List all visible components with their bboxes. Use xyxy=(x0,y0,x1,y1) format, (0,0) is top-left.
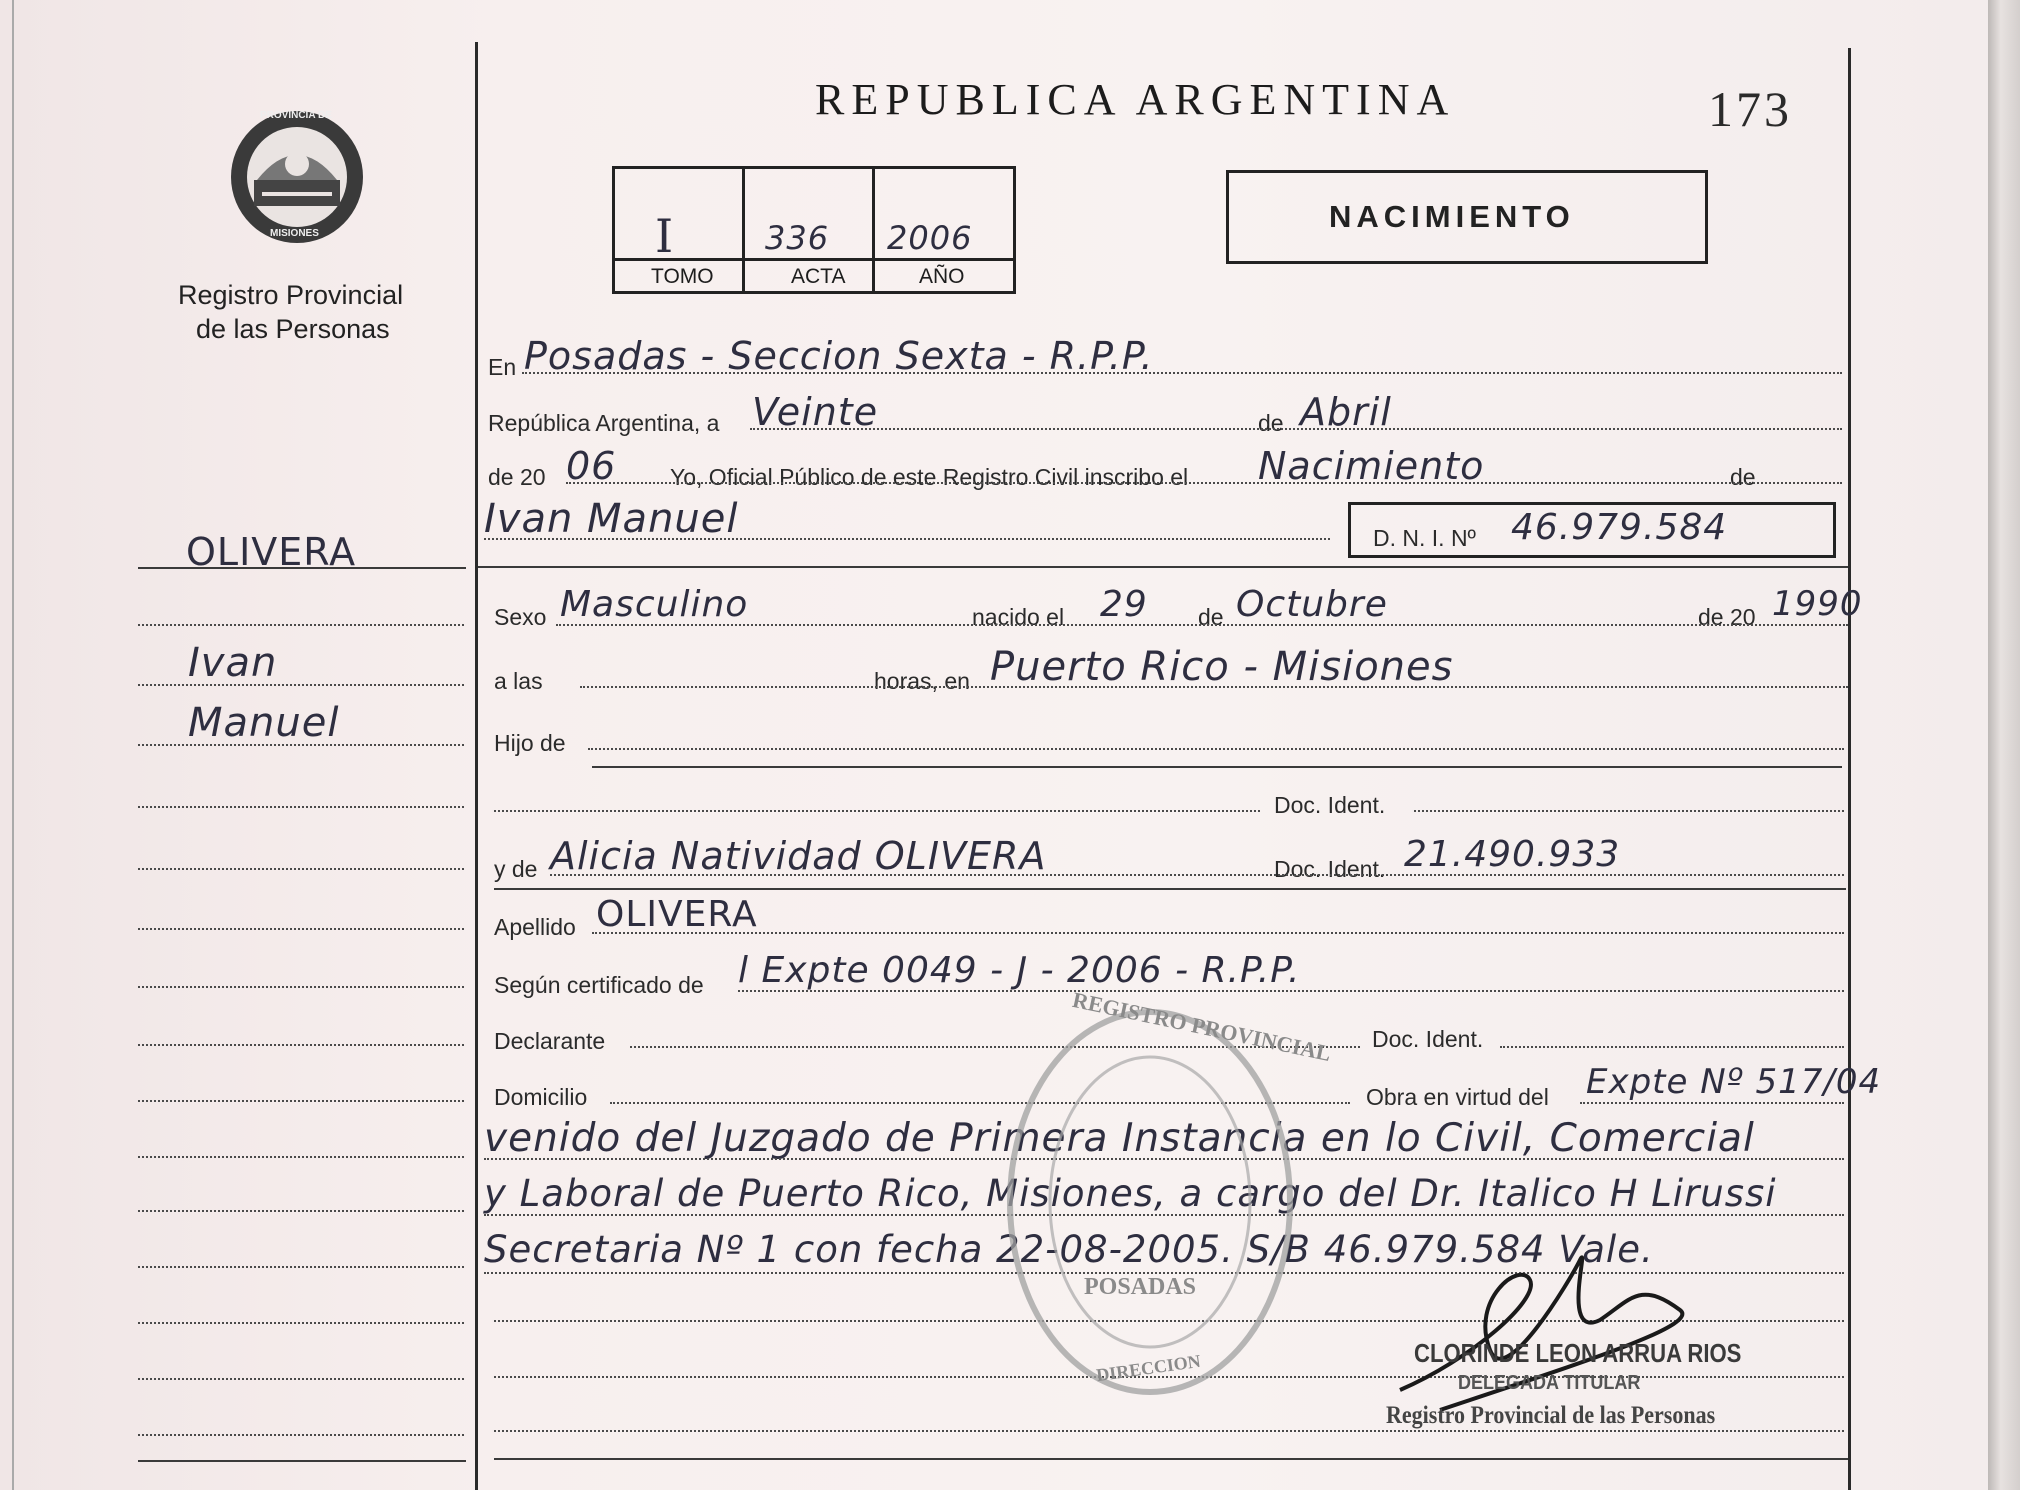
label-segun: Según certificado de xyxy=(494,972,704,998)
label-doc-ident-3: Doc. Ident. xyxy=(1372,1026,1484,1052)
sidebar-rule xyxy=(138,1100,464,1102)
value-segun: l Expte 0049 - J - 2006 - R.P.P. xyxy=(738,950,1301,991)
provincial-seal xyxy=(222,102,372,252)
form-rule xyxy=(1500,1046,1844,1048)
country-title: REPUBLICA ARGENTINA xyxy=(815,75,1456,124)
sidebar-rule xyxy=(138,1378,464,1380)
label-y-de: y de xyxy=(494,856,538,882)
form-rule xyxy=(1414,810,1844,812)
value-person-name: Ivan Manuel xyxy=(484,496,739,542)
label-de-person: de xyxy=(1730,464,1756,490)
value-obra: Expte Nº 517/04 xyxy=(1586,1062,1882,1102)
label-nacido: nacido el xyxy=(972,604,1065,630)
form-rule xyxy=(580,686,1848,688)
form-rule xyxy=(738,990,1844,992)
official-stamp xyxy=(1000,986,1334,1402)
value-mother-name: Alicia Natividad OLIVERA xyxy=(550,834,1047,878)
value-day: Veinte xyxy=(752,390,879,434)
value-sexo: Masculino xyxy=(560,584,749,625)
form-rule xyxy=(556,624,1848,626)
signature-office: Registro Provincial de las Personas xyxy=(1386,1402,1716,1429)
form-rule xyxy=(566,482,1842,484)
anio-value: 2006 xyxy=(887,219,973,257)
value-apellido: OLIVERA xyxy=(596,894,758,935)
label-de-month: de xyxy=(1258,410,1284,436)
value-act-type: Nacimiento xyxy=(1258,444,1485,488)
value-birth-year: 1990 xyxy=(1772,584,1863,624)
label-year-prefix: de 20 xyxy=(488,464,546,490)
signature-name: CLORINDE LEON ARRUA RIOS xyxy=(1414,1338,1742,1368)
sidebar-rule xyxy=(138,928,464,930)
form-rule xyxy=(494,1430,1844,1432)
sidebar-rule xyxy=(138,1434,464,1436)
value-birth-day: 29 xyxy=(1100,584,1148,625)
signature-role: DELEGADA TITULAR xyxy=(1458,1372,1641,1394)
form-rule xyxy=(588,748,1844,750)
page-edge xyxy=(1988,0,2020,1490)
value-birth-place: Puerto Rico - Misiones xyxy=(990,644,1454,690)
label-apellido: Apellido xyxy=(494,914,576,940)
label-de20: de 20 xyxy=(1698,604,1756,630)
tomo-value: I xyxy=(655,209,675,263)
label-horas: horas, en xyxy=(874,668,970,694)
form-rule xyxy=(592,766,1842,768)
label-doc-ident-2: Doc. Ident. xyxy=(1274,856,1386,882)
form-rule xyxy=(1580,1102,1844,1104)
official-statement: Yo, Oficial Público de este Registro Civil inscribo el xyxy=(670,464,1189,490)
value-mother-doc: 21.490.933 xyxy=(1404,834,1621,875)
sidebar-rule xyxy=(138,1210,464,1212)
form-rule xyxy=(750,428,1842,430)
label-de-birth-month: de xyxy=(1198,604,1224,630)
sidebar-rule xyxy=(138,744,464,746)
note-line-1: venido del Juzgado de Primera Instancia en lo Civil, Comercial xyxy=(484,1116,1755,1161)
certificate-type-box xyxy=(1226,170,1708,264)
registry-name-line2: de las Personas xyxy=(196,314,390,344)
sidebar-name-2: Manuel xyxy=(188,700,340,746)
sidebar-rule xyxy=(138,986,464,988)
label-domicilio: Domicilio xyxy=(494,1084,588,1110)
stamp-top-text: REGISTRO PROVINCIAL xyxy=(1070,986,1334,1067)
sidebar-rule-bottom xyxy=(138,1460,466,1462)
stamp-bottom-text: DIRECCION xyxy=(1095,1350,1202,1386)
dni-box xyxy=(1348,502,1836,558)
label-alas: a las xyxy=(494,668,543,694)
form-rule xyxy=(494,810,1260,812)
sidebar-rule xyxy=(138,1266,464,1268)
sidebar-rule xyxy=(138,806,464,808)
sidebar-rule xyxy=(138,684,464,686)
form-rule-bottom xyxy=(494,1458,1848,1460)
sidebar-rule xyxy=(138,624,464,626)
label-en: En xyxy=(488,354,517,380)
label-dni: D. N. I. Nº xyxy=(1373,525,1476,551)
acta-value: 336 xyxy=(765,219,830,257)
certificate-type-label: NACIMIENTO xyxy=(1329,199,1575,234)
sidebar-rule xyxy=(138,1156,464,1158)
registry-name-line1: Registro Provincial xyxy=(178,280,404,310)
form-rule xyxy=(494,888,1846,890)
sidebar-rule xyxy=(138,868,464,870)
stamp-middle-text: POSADAS xyxy=(1084,1274,1197,1300)
anio-label: AÑO xyxy=(919,265,965,288)
label-hijo: Hijo de xyxy=(494,730,566,756)
note-line-3: Secretaria Nº 1 con fecha 22-08-2005. S/B 46.979.584 Vale. xyxy=(484,1228,1654,1271)
form-rule xyxy=(484,538,1330,540)
sidebar-divider xyxy=(475,42,478,1490)
form-section-rule xyxy=(478,566,1848,568)
value-dni: 46.979.584 xyxy=(1511,507,1728,548)
page-number: 173 xyxy=(1708,81,1792,137)
left-margin-line xyxy=(12,0,14,1490)
sidebar-surname: OLIVERA xyxy=(186,530,357,574)
label-declarante: Declarante xyxy=(494,1028,606,1054)
label-doc-ident-1: Doc. Ident. xyxy=(1274,792,1386,818)
label-obra: Obra en virtud del xyxy=(1366,1084,1549,1110)
value-birth-month: Octubre xyxy=(1236,584,1388,625)
value-place: Posadas - Seccion Sexta - R.P.P. xyxy=(524,334,1154,378)
seal-top-text: PROVINCIA DE xyxy=(260,110,332,121)
tomo-label: TOMO xyxy=(651,265,714,288)
right-border xyxy=(1848,48,1851,1490)
value-month: Abril xyxy=(1300,390,1392,434)
form-rule xyxy=(522,372,1842,374)
sidebar-rule-surname xyxy=(138,567,466,569)
sidebar-rule xyxy=(138,1322,464,1324)
seal-bottom-text: MISIONES xyxy=(270,228,319,239)
note-line-2: y Laboral de Puerto Rico, Misiones, a cargo del Dr. Italico H Lirussi xyxy=(484,1172,1777,1215)
sidebar-name-1: Ivan xyxy=(188,640,278,686)
registry-box xyxy=(612,166,1016,294)
sidebar-rule xyxy=(138,1044,464,1046)
value-year: 06 xyxy=(566,444,617,488)
label-republica: República Argentina, a xyxy=(488,410,720,436)
form-rule xyxy=(550,874,1844,876)
form-rule xyxy=(592,932,1844,934)
acta-label: ACTA xyxy=(791,265,846,288)
label-sexo: Sexo xyxy=(494,604,547,630)
